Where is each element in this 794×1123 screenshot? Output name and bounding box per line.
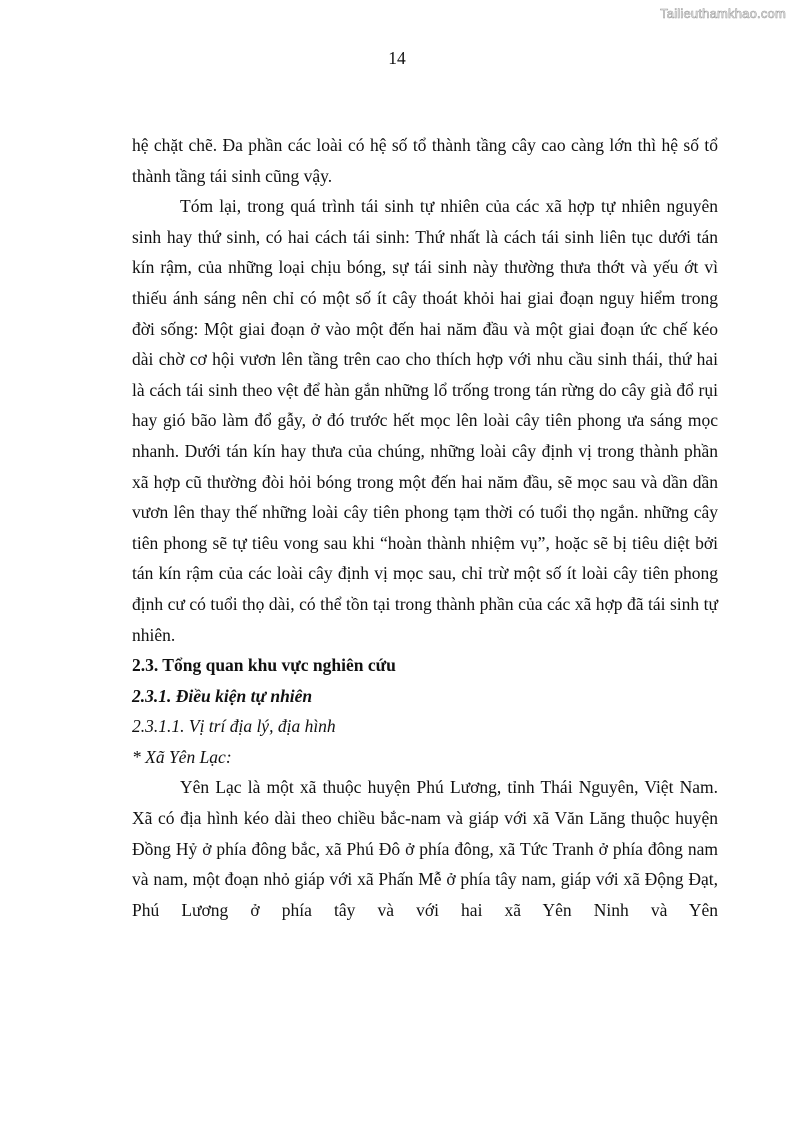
section-heading-2-3-1-1: 2.3.1.1. Vị trí địa lý, địa hình [132,716,336,737]
paragraph-yen-lac: Yên Lạc là một xã thuộc huyện Phú Lương, tỉnh Thái Nguyên, Việt Nam. Xã có địa hình kéo dài theo chiều bắc-nam và giáp với xã Văn Lăng thuộc huyện Đồng Hỷ ở phía đông bắc, xã Phú Đô ở phía đông, xã Tức Tranh ở phía đông nam và nam, một đoạn nhỏ giáp với xã Phấn Mễ ở phía tây nam, giáp với xã Động Đạt, Phú Lương ở phía tây và với hai xã Yên Ninh và Yên [132,777,718,920]
paragraph-regeneration-summary: Tóm lại, trong quá trình tái sinh tự nhiên của các xã hợp tự nhiên nguyên sinh hay thứ sinh, có hai cách tái sinh: Thứ nhất là cách tái sinh liên tục dưới tán kín rậm, của những loại chịu bóng, sự tái sinh này thường thưa thớt và yếu ớt vì thiếu ánh sáng nên chỉ có một số ít cây thoát khỏi hai giai đoạn nguy hiểm trong đời sống: Một giai đoạn ở vào một đến hai năm đầu và một giai đoạn ức chế kéo dài chờ cơ hội vươn lên tầng trên cao cho thích hợp với nhu cầu sinh thái, thứ hai là cách tái sinh theo vệt để hàn gắn những lổ trống trong tán rừng do cây già đổ rụi hay gió bão làm đổ gẫy, ở đó trước hết mọc lên loài cây tiên phong ưa sáng mọc nhanh. Dưới tán kín hay thưa của chúng, những loài cây định vị trong thành phần xã hợp cũ thường đòi hỏi bóng trong một đến hai năm đầu, sẽ mọc sau và dần dần vươn lên thay thế những loài cây tiên phong tạm thời có tuổi thọ ngắn. những cây tiên phong sẽ tự tiêu vong sau khi “hoàn thành nhiệm vụ”, hoặc sẽ bị tiêu diệt bởi tán kín rậm của các loài cây định vị mọc sau, chỉ trừ một số ít loài cây tiên phong định cư có tuổi thọ dài, có thể tồn tại trong thành phần của các xã hợp đã tái sinh tự nhiên. [132,196,718,645]
document-body [132,130,718,925]
paragraph-continuation: hệ chặt chẽ. Đa phần các loài có hệ số tổ thành tầng cây cao càng lớn thì hệ số tổ thành tầng tái sinh cũng vậy. [132,135,718,186]
watermark: Tailieuthamkhao.com [660,6,786,21]
section-heading-2-3-1: 2.3.1. Điều kiện tự nhiên [132,685,313,706]
section-heading-2-3: 2.3. Tổng quan khu vực nghiên cứu [132,655,396,676]
commune-heading: * Xã Yên Lạc: [132,746,232,767]
page-number: 14 [388,48,406,68]
